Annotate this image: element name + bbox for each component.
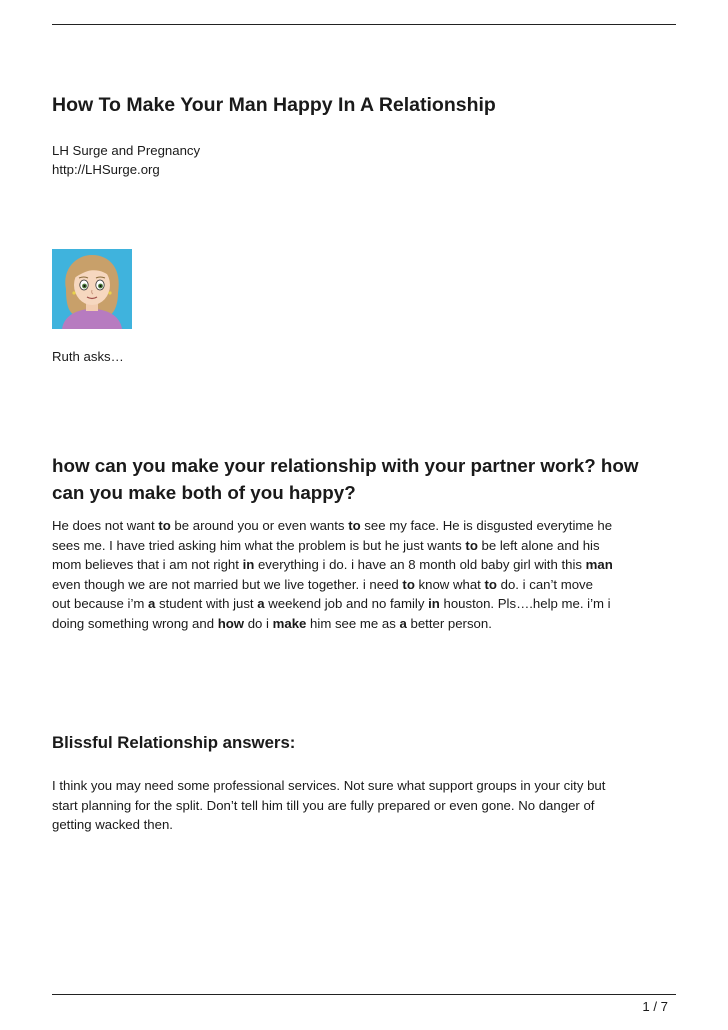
keyword: in xyxy=(242,557,255,572)
question-line: He does not want to be around you or even wants to see my face. He is disgusted everytime he xyxy=(52,518,613,533)
keyword: a xyxy=(257,596,265,611)
keyword: to xyxy=(348,518,361,533)
asker-label: Ruth asks… xyxy=(52,349,124,364)
question-heading-line: can you make both of you happy? xyxy=(52,482,356,503)
answer-line: start planning for the split. Don’t tell him till you are fully prepared or even gone. No danger of xyxy=(52,797,595,813)
site-meta xyxy=(52,141,200,179)
site-url[interactable]: http://LHSurge.org xyxy=(52,162,160,177)
question-line: out because i’m a student with just a weekend job and no family in houston. Pls….help me. i’m i xyxy=(52,596,611,611)
keyword: how xyxy=(217,615,245,631)
question-body xyxy=(52,516,682,633)
cartoon-woman-avatar-icon xyxy=(52,249,132,329)
question-line: mom believes that i am not right in everything i do. i have an 8 month old baby girl with this man xyxy=(52,557,613,572)
keyword: in xyxy=(428,596,440,611)
answer-body xyxy=(52,776,682,835)
question-line: sees me. I have tried asking him what the problem is but he just wants to be left alone and his xyxy=(52,537,600,553)
keyword: a xyxy=(148,596,156,611)
page-number: 1 / 7 xyxy=(642,999,668,1014)
question-line: doing something wrong and how do i make him see me as a better person. xyxy=(52,615,492,631)
answer-line: getting wacked then. xyxy=(52,817,173,832)
question-heading-line: how can you make your relationship with your partner work? how xyxy=(52,455,639,476)
footer-rule xyxy=(52,994,676,995)
answer-heading: Blissful Relationship answers: xyxy=(52,733,296,752)
keyword: man xyxy=(585,557,613,572)
keyword: to xyxy=(158,518,171,533)
site-name: LH Surge and Pregnancy xyxy=(52,143,201,158)
question-line: even though we are not married but we live together. i need to know what to do. i can’t move xyxy=(52,576,593,592)
keyword: to xyxy=(465,537,478,553)
answer-line: I think you may need some professional services. Not sure what support groups in your city but xyxy=(52,778,606,793)
question-heading xyxy=(52,452,682,506)
header-rule xyxy=(52,24,676,25)
keyword: to xyxy=(484,576,497,592)
keyword: a xyxy=(399,615,407,631)
page-title: How To Make Your Man Happy In A Relationship xyxy=(52,94,496,116)
keyword: make xyxy=(272,615,307,631)
keyword: to xyxy=(402,576,415,592)
